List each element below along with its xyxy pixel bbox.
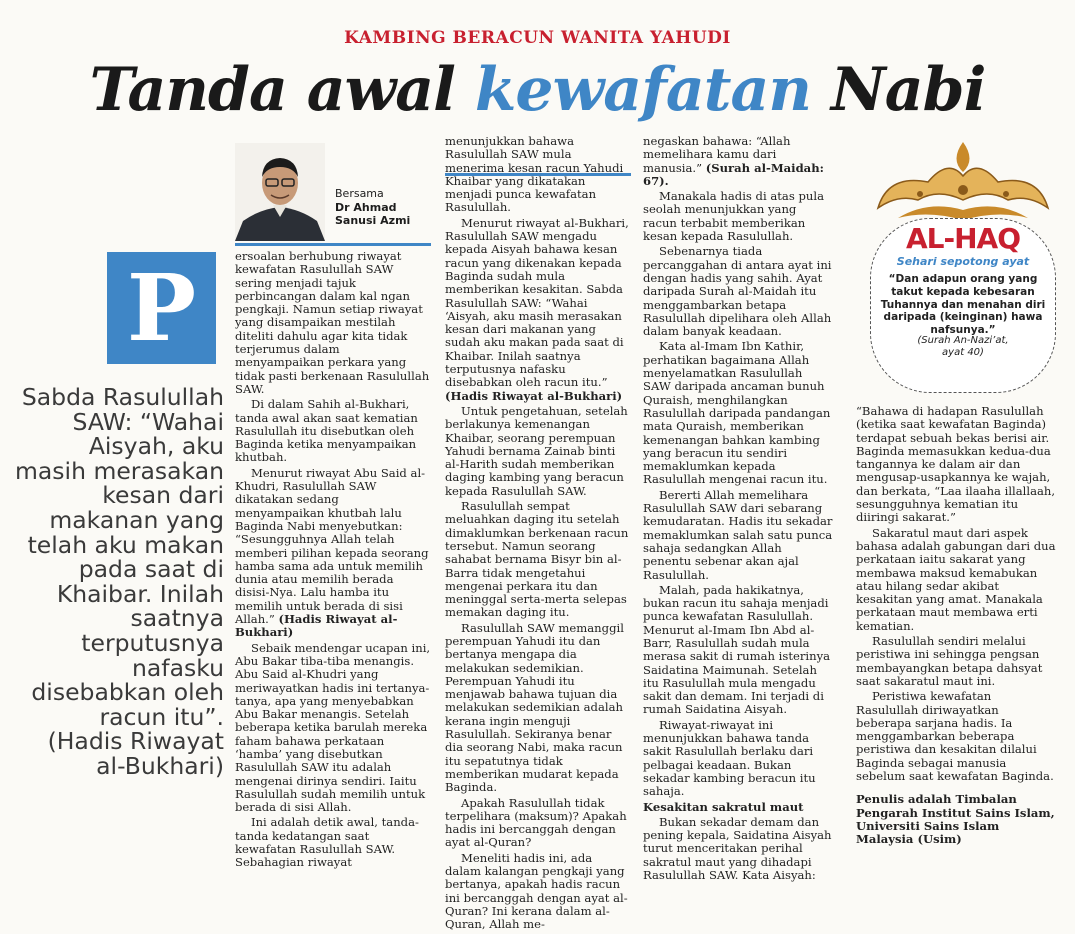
paragraph: Untuk pengetahuan, setelah berlakunya kemenangan Khaibar, seorang perempuan Yahudi bernama Zainab binti al-Harith sudah memberikan daging kambing yang beracun kepada Rasulullah SAW. <box>445 403 628 498</box>
hadith-citation: (Hadis Riwayat al-Bukhari) <box>445 388 623 403</box>
sidebar-ref <box>878 335 1048 359</box>
paragraph <box>643 135 833 188</box>
paragraph: Riwayat-riwayat ini menunjukkan bahawa tanda sakit Rasulullah berlaku dari pelbagai keadaan. Bukan sekadar kambing beracun itu sahaja. <box>643 717 816 799</box>
headline-part1: Tanda awal <box>89 55 475 125</box>
article-column-4 <box>856 405 1056 849</box>
paragraph: Bukan sekadar demam dan pening kepala, Saidatina Aisyah turut menceritakan perihal sakratul maut yang dihadapi Rasulullah SAW. Kata Aisyah: <box>643 814 832 883</box>
paragraph: Manakala hadis di atas pula seolah menunjukkan yang racun terbabit memberikan kesan kepada Rasulullah. <box>643 189 824 244</box>
pull-quote-text: Sabda Rasulullah SAW: “Wahai Aisyah, aku masih merasakan kesan dari makanan yang telah aku makan pada saat di Khaibar. Inilah saatnya terputusnya nafasku disebabkan oleh racun itu”. <box>15 383 224 731</box>
paragraph: “Bahawa di hadapan Rasulullah (ketika saat kewafatan Baginda) terdapat sebuah bekas berisi air. Baginda memasukkan kedua-dua tangannya ke dalam air dan mengusap-usapkannya ke wajah, dan berkata, “Laa ilaaha illallaah, sesungguhnya kematian itu diiringi sakarat.” <box>856 404 1056 525</box>
quran-citation: (Surah al-Maidah: 67). <box>643 160 824 188</box>
sidebar-title: AL-HAQ <box>905 222 1021 255</box>
paragraph: Bererti Allah memelihara Rasulullah SAW dari sebarang kemudaratan. Hadis itu sekadar memaklumkan salah satu punca sahaja sedangkan Allah penentu sebenar akan ajal Rasulullah. <box>643 487 833 582</box>
headline-part2: Nabi <box>811 55 986 125</box>
paragraph: Rasulullah SAW memanggil perempuan Yahudi itu dan bertanya mengapa dia melakukan sedemikian. Perempuan Yahudi itu menjawab bahawa tujuan dia melakukan sedemikian adalah kerana ingin menguji Rasulullah. Sekiranya benar dia seorang Nabi, maka racun itu sepatutnya tidak memberikan mudarat kepada Baginda. <box>445 620 624 795</box>
paragraph <box>235 467 431 640</box>
author-name-2: Sanusi Azmi <box>335 214 411 227</box>
headline-accent: kewafatan <box>474 55 812 125</box>
paragraph: Rasulullah sempat meluahkan daging itu setelah dimaklumkan berkenaan racun tersebut. Namun seorang sahabat bernama Bisyr bin al-Barra tidak mengetahui mengenai perkara itu dan meninggal serta-merta selepas memakan daging itu. <box>445 499 629 620</box>
al-haq-sidebar <box>858 138 1068 398</box>
sidebar-subtitle: Sehari sepotong ayat <box>896 255 1030 268</box>
author-by-label: Bersama <box>335 187 384 200</box>
sidebar-ref-1: (Surah An-Nazi’at, <box>917 335 1009 346</box>
paragraph: Meneliti hadis ini, ada dalam kalangan pengkaji yang bertanya, apakah hadis racun ini bercanggah dengan ayat al-Quran? Ini kerana dalam al-Quran, Allah me- <box>445 850 628 932</box>
paragraph: Sakaratul maut dari aspek bahasa adalah gabungan dari dua perkataan iaitu sakarat yang membawa maksud kemabukan atau hilang sedar akibat kesakitan yang amat. Manakala perkataan maut membawa erti kematian. <box>856 525 1056 633</box>
paragraph: Peristiwa kewafatan Rasulullah diriwayatkan beberapa sarjana hadis. Ia menggambarkan beberapa peristiwa dan kesakitan dilalui Baginda sebagai manusia sebelum saat kewafatan Baginda. <box>856 689 1054 784</box>
paragraph: Kata al-Imam Ibn Kathir, perhatikan bagaimana Allah menyelamatkan Rasulullah SAW daripada ancaman bunuh Quraish, menghilangkan Rasulullah daripada pandangan mata Quraish, memberikan kemenangan bahkan kambing yang beracun itu sendiri memaklumkan kepada Rasulullah mengenai racun itu. <box>643 339 831 487</box>
author-name <box>335 201 410 227</box>
writer-note: Penulis adalah Timbalan Pengarah Institut Sains Islam, Universiti Sains Islam Malaysia (Usim) <box>856 792 1055 847</box>
paragraph: menunjukkan bahawa Rasulullah SAW mula menerima kesan racun Yahudi Khaibar yang dikatakan menjadi punca kewafatan Rasulullah. <box>445 134 624 215</box>
author-photo-icon <box>235 143 325 241</box>
sidebar-ref-2: ayat 40) <box>942 347 984 358</box>
paragraph: ersoalan berhubung riwayat kewafatan Rasulullah SAW sering menjadi tajuk perbincangan dalam kal ngan pengkaji. Namun setiap riwayat yang disampaikan mestilah diteliti dahulu agar kita tidak terjerumus dalam menyampaikan perkara yang tidak pasti berkenaan Rasulullah SAW. <box>235 249 430 396</box>
author-block <box>235 143 435 241</box>
paragraph: Apakah Rasulullah tidak terpelihara (maksum)? Apakah hadis ini bercanggah dengan ayat al-Quran? <box>445 795 627 850</box>
author-name-1: Dr Ahmad <box>335 201 397 214</box>
sidebar-verse: “Dan adapun orang yang takut kepada kebesaran Tuhannya dan menahan diri daripada (keinginan) hawa nafsunya.” <box>880 273 1046 337</box>
author-rule <box>235 243 431 246</box>
paragraph-text: negaskan bahawa: “Allah memelihara kamu dari manusia.” <box>643 134 791 175</box>
paragraph-text: Menurut riwayat Abu Said al-Khudri, Rasulullah SAW dikatakan sedang menyampaikan khutbah lalu Baginda Nabi menyebutkan: “Sesungguhnya Allah telah memberi pilihan kepada seorang hamba sama ada untuk memilih dunia atau memilih berada disisi-Nya. Lalu hamba itu memilih untuk berada di sisi Allah.” <box>235 465 429 627</box>
paragraph: Sebaik mendengar ucapan ini, Abu Bakar tiba-tiba menangis. Abu Said al-Khudri yang meriwayatkan hadis ini tertanya-tanya, apa yang menyebabkan Abu Bakar menangis. Setelah beberapa ketika barulah mereka faham bahawa perkataan ‘hamba’ yang disebutkan Rasulullah SAW itu adalah mengenai dirinya sendiri. Iaitu Rasulullah sudah memilih untuk berada di sisi Allah. <box>235 640 431 815</box>
article-column-2 <box>445 135 631 934</box>
pull-quote-cite: (Hadis Riwayat al-Bukhari) <box>47 727 224 780</box>
article-column-1 <box>235 250 431 872</box>
paragraph-text: Menurut riwayat al-Bukhari, Rasulullah SAW mengadu kepada Aisyah bahawa kesan racun yang dikenakan kepada Baginda sudah mula memberikan kesakitan. Sabda Rasulullah SAW: “Wahai ‘Aisyah, aku masih merasakan kesan dari makanan yang sudah aku makan pada saat di Khaibar. Inilah saatnya terputusnya nafasku disebabkan oleh racun itu.” <box>445 215 629 390</box>
section-subheading: Kesakitan sakratul maut <box>643 799 804 814</box>
dropcap: P <box>107 252 216 364</box>
pull-quote <box>12 385 224 779</box>
paragraph: Malah, pada hakikatnya, bukan racun itu sahaja menjadi punca kewafatan Rasulullah. Menurut al-Imam Ibn Abd al-Barr, Rasulullah sudah mula merasa sakit di rumah isterinya Saidatina Maimunah. Setelah itu Rasulullah mula mengadu sakit dan demam. Ini terjadi di rumah Saidatina Aisyah. <box>643 582 831 717</box>
paragraph: Di dalam Sahih al-Bukhari, tanda awal akan saat kematian Rasulullah itu disebutkan oleh Baginda ketika menyampaikan khutbah. <box>235 397 418 465</box>
paragraph <box>445 217 631 403</box>
paragraph: Sebenarnya tiada percanggahan di antara ayat ini dengan hadis yang sahih. Ayat daripada Surah al-Maidah itu menggambarkan betapa Rasulullah dipelihara oleh Allah dalam banyak keadaan. <box>643 244 832 339</box>
hadith-citation: (Hadis Riwayat al-Bukhari) <box>235 612 398 640</box>
paragraph: Rasulullah sendiri melalui peristiwa ini sehingga pengsan membayangkan betapa dahsyat saat sakaratul maut ini. <box>856 634 1043 688</box>
headline <box>0 50 1075 130</box>
kicker: KAMBING BERACUN WANITA YAHUDI <box>344 28 731 48</box>
paragraph: Ini adalah detik awal, tanda-tanda kedatangan saat kewafatan Rasulullah SAW. Sebahagian riwayat <box>235 815 419 870</box>
article-column-3 <box>643 135 833 884</box>
